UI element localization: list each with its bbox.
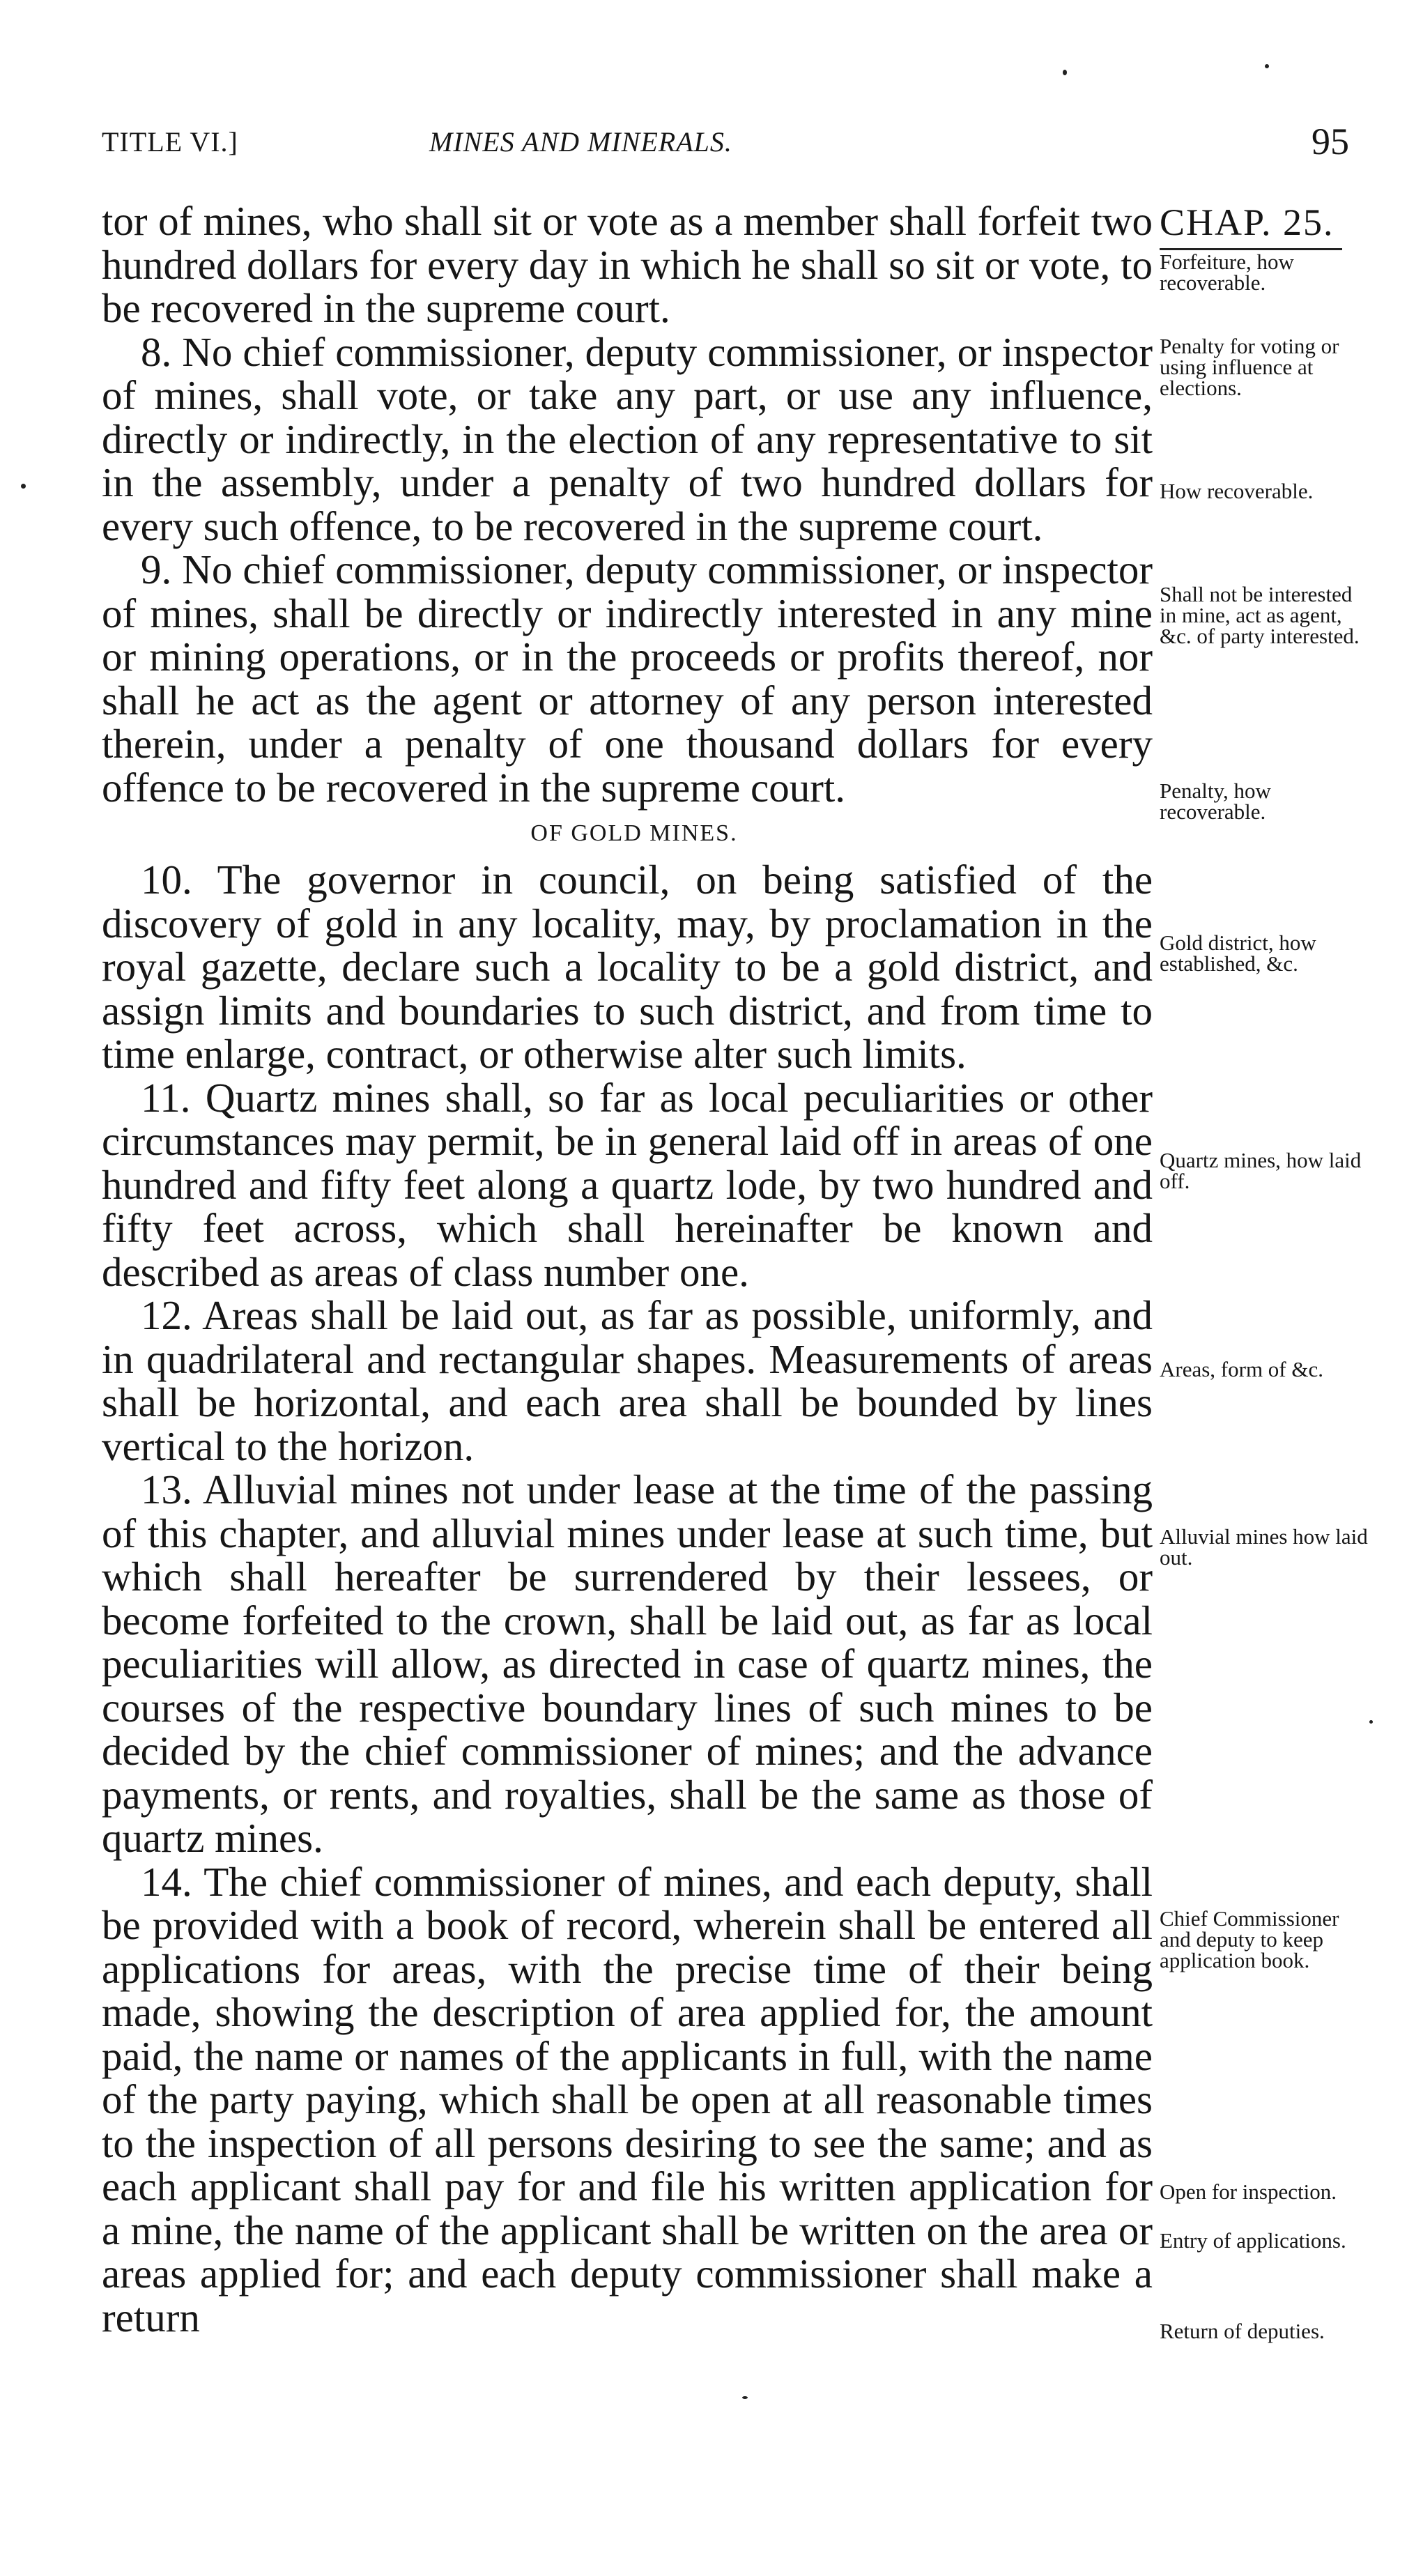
opening-paragraph: tor of mines, who shall sit or vote as a member shall forfeit two hundred dollars for every day in which he shall so sit or vote, to be recovered in the supreme court. (102, 198, 1153, 331)
section-13 (102, 1468, 1153, 1860)
section-10 (102, 858, 1153, 1076)
print-speck (1265, 64, 1269, 68)
section-8 (102, 330, 1153, 549)
print-speck (21, 484, 26, 489)
running-header (102, 121, 1349, 167)
print-speck (1369, 1720, 1373, 1724)
section-text: No chief commissioner, deputy commissioner, or inspector of mines, shall vote, or take any part, or use any influence, directly or indirectly, in the election of any representative to sit in the assembly, under a penalty of two hundred dollars for every such offence, to be recovered in the supreme court. (102, 328, 1153, 549)
margin-note-not-interested: Shall not be interested in mine, act as agent, &c. of party interested. (1160, 582, 1360, 648)
margin-note-open-inspection: Open for inspection. (1160, 2179, 1337, 2204)
print-speck (742, 2396, 748, 2399)
section-heading: OF GOLD MINES. (530, 820, 738, 846)
section-12 (102, 1294, 1153, 1468)
section-number: 10. (141, 857, 192, 903)
section-number: 14. (141, 1858, 192, 1905)
margin-note-penalty-voting: Penalty for voting or using influence at elections. (1160, 334, 1339, 400)
section-9 (102, 548, 1153, 809)
page-number: 95 (1312, 121, 1349, 162)
margin-note-text: Forfeiture, how recoverable. (1160, 248, 1342, 293)
margin-note-quartz-mines: Quartz mines, how laid off. (1160, 1148, 1362, 1193)
margin-note-forfeiture (1160, 248, 1369, 293)
title-reference: TITLE VI.] (102, 126, 238, 158)
margin-note-areas: Areas, form of &c. (1160, 1357, 1323, 1381)
statute-text (102, 199, 1153, 2339)
section-text: The chief commissioner of mines, and each deputy, shall be provided with a book of record, wherein shall be entered all applications for areas, with the precise time of their being made, showing the description of area applied for, the amount paid, the name or names of the applicants in full, with the name of the party paying, which shall be open at all reasonable times to the inspection of all persons desiring to see the same; and as each applicant shall pay for and file his written application for a mine, the name of the applicant shall be written on the area or areas applied for; and each deputy commissioner shall make a return (102, 1858, 1153, 2340)
running-title: MINES AND MINERALS. (429, 126, 732, 158)
section-number: 13. (141, 1466, 192, 1512)
margin-note-penalty: Penalty, how recoverable. (1160, 779, 1271, 824)
margin-note-chief-commissioner: Chief Commissioner and deputy to keep application book. (1160, 1906, 1339, 1972)
margin-note-gold-district: Gold district, how established, &c. (1160, 930, 1316, 976)
section-11 (102, 1076, 1153, 1294)
section-number: 8. (141, 328, 172, 375)
section-number: 9. (141, 546, 172, 592)
section-text: Areas shall be laid out, as far as possible, uniformly, and in quadrilateral and rectangular shapes. Measurements of areas shall be horizontal, and each area shall be bounded by lines vertical to the horizon. (102, 1292, 1153, 1469)
section-14 (102, 1860, 1153, 2340)
margin-note-return: Return of deputies. (1160, 2319, 1325, 2343)
margin-note-how-recoverable: How recoverable. (1160, 479, 1314, 503)
section-number: 11. (141, 1074, 191, 1121)
margin-note-alluvial: Alluvial mines how laid out. (1160, 1524, 1368, 1570)
section-text: Alluvial mines not under lease at the time of the passing of this chapter, and alluvial mines under lease at such time, but which shall hereafter be surrendered by their lessees, or become forfeited to the crown, shall be laid out, as far as local peculiarities will allow, as directed in case of quartz mines, the courses of the respective boundary lines of such mines to be decided by the chief commissioner of mines; and the advance payments, or rents, and royalties, shall be the same as those of quartz mines. (102, 1466, 1153, 1861)
section-number: 12. (141, 1292, 192, 1338)
section-text: Quartz mines shall, so far as local peculiarities or other circumstances may permit, be in general laid off in areas of one hundred and fifty feet along a quartz lode, by two hundred and fifty feet across, which shall hereinafter be known and described as areas of class number one. (102, 1074, 1153, 1295)
margin-note-entry: Entry of applications. (1160, 2228, 1346, 2253)
section-text: The governor in council, on being satisfied of the discovery of gold in any locality, may, by proclamation in the royal gazette, declare such a locality to be a gold district, and assign limits and boundaries to such district, and from time to time enlarge, contract, or otherwise alter such limits. (102, 857, 1153, 1077)
chapter-label: CHAP. 25. (1160, 201, 1334, 243)
print-speck (1063, 70, 1067, 75)
section-text: No chief commissioner, deputy commissioner, or inspector of mines, shall be directly or indirectly interested in any mine or mining operations, or in the proceeds or profits thereof, nor shall he act as the agent or attorney of any person interested therein, under a penalty of one thousand dollars for every offence to be recovered in the supreme court. (102, 546, 1153, 811)
